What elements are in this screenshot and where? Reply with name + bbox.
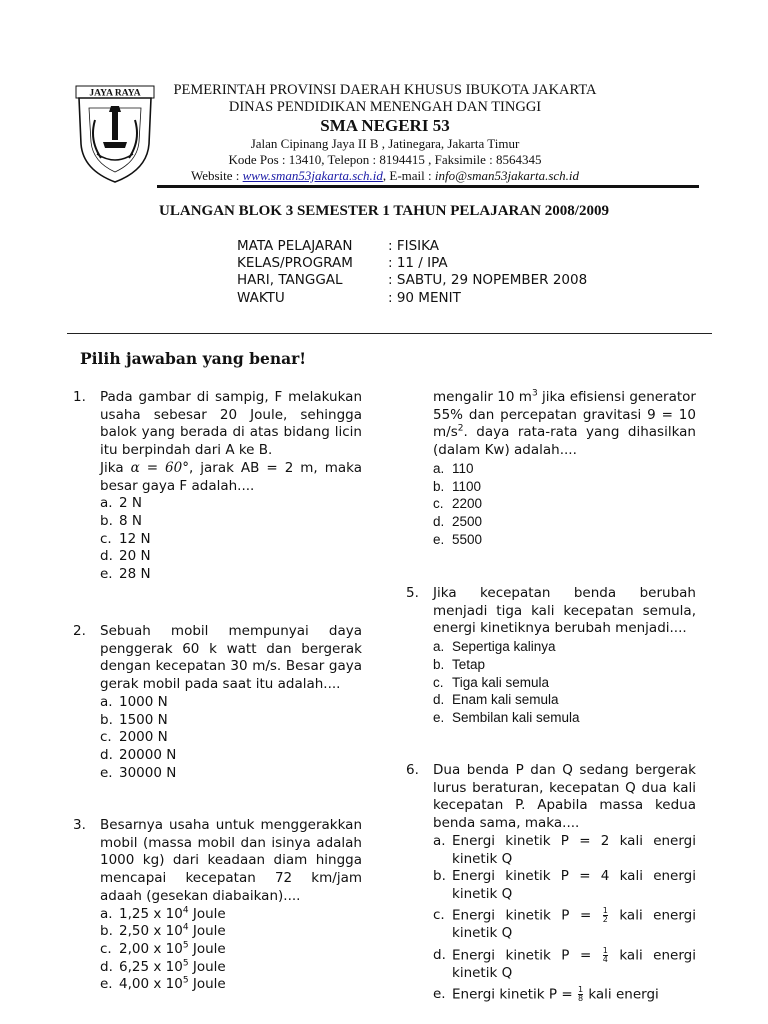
- logo-text: JAYA RAYA: [89, 88, 141, 99]
- question-stem: Pada gambar di sampig, F melakukan usaha sebesar 20 Joule, sehingga balok yang berada di atas bidang licin itu berpindah dari A ke B.: [100, 389, 362, 459]
- option[interactable]: a. Sepertiga kalinya: [433, 639, 556, 655]
- option[interactable]: d. 6,25 x $10^5$ Joule: [100, 958, 226, 975]
- question-4-continued: [406, 389, 696, 548]
- info-key: HARI, TANGGAL: [237, 272, 343, 288]
- option[interactable]: b. 1500 N: [100, 711, 168, 728]
- option[interactable]: e. 5500: [433, 531, 483, 547]
- question-number: 5.: [406, 585, 419, 601]
- option[interactable]: c. 2000 N: [100, 729, 168, 746]
- question-stem: mengalir 10 $m^3$ jika efisiensi generator 55% dan percepatan gravitasi 9 = 10 $m/s^2$. daya rata-rata yang dihasilkan (dalam Kw) adalah....: [433, 388, 696, 459]
- option[interactable]: d. 20 N: [100, 548, 151, 565]
- option[interactable]: c. 2,00 x $10^5$ Joule: [100, 940, 226, 957]
- question-3: [73, 817, 362, 994]
- exam-title: ULANGAN BLOK 3 SEMESTER 1 TAHUN PELAJARAN 2008/2009: [159, 203, 609, 219]
- alpha-expression: α = 60°: [130, 459, 189, 476]
- question-6: [406, 762, 696, 1005]
- question-stem: Sebuah mobil mempunyai daya penggerak 60 k watt dan bergerak dengan kecepatan 30 m/s. Besar gaya gerak mobil pada saat itu adalah....: [100, 623, 362, 693]
- question-stem: Besarnya usaha untuk menggerakkan mobil (massa mobil dan isinya adalah 1000 kg) dari keadaan diam hingga mencapai kecepatan 72 km/jam adaah (gesekan diabaikan)....: [100, 817, 362, 904]
- option[interactable]: b. Energi kinetik P = 4 kali energi kinetik Q: [433, 868, 696, 902]
- option[interactable]: c. 12 N: [100, 530, 151, 547]
- fraction: $\frac{1}{4}$: [602, 945, 608, 964]
- question-number: 6.: [406, 762, 419, 778]
- question-stem: Dua benda P dan Q sedang bergerak lurus beraturan, kecepatan Q dua kali kecepatan P. Apabila massa kedua benda sama, maka....: [433, 762, 696, 832]
- info-value: : 90 MENIT: [388, 290, 461, 306]
- government-name: PEMERINTAH PROVINSI DAERAH KHUSUS IBUKOTA JAKARTA: [173, 82, 597, 98]
- email-address[interactable]: info@sman53jakarta.sch.id: [434, 168, 580, 183]
- option[interactable]: b. 8 N: [100, 512, 142, 529]
- website-label: Website :: [190, 168, 243, 183]
- department-name: DINAS PENDIDIKAN MENENGAH DAN TINGGI: [228, 99, 542, 115]
- info-key: MATA PELAJARAN: [237, 238, 353, 254]
- letterhead-divider: [157, 185, 699, 188]
- option[interactable]: e. 30000 N: [100, 764, 177, 781]
- option[interactable]: b. 2,50 x $10^4$ Joule: [100, 922, 226, 940]
- option[interactable]: d. 20000 N: [100, 746, 177, 763]
- option[interactable]: c. 2200: [433, 496, 483, 512]
- info-value: : FISIKA: [388, 238, 439, 254]
- info-key: KELAS/PROGRAM: [237, 255, 353, 271]
- info-value: : 11 / IPA: [388, 255, 448, 271]
- question-stem-2: Jika α = 60°, jarak AB = 2 m, maka besar gaya F adalah....: [100, 459, 362, 494]
- option[interactable]: e. 4,00 x $10^5$ Joule: [100, 975, 226, 993]
- option[interactable]: c. Energi kinetik P = $\frac{1}{2}$ kali energi kinetik Q: [433, 905, 696, 941]
- option[interactable]: e. 28 N: [100, 566, 151, 583]
- school-address: Jalan Cipinang Jaya II B , Jatinegara, Jakarta Timur: [250, 136, 520, 151]
- option[interactable]: d. 2500: [433, 513, 483, 529]
- option[interactable]: b. 1100: [433, 478, 482, 494]
- school-contact: Kode Pos : 13410, Telepon : 8194415 , Faksimile : 8564345: [228, 152, 542, 167]
- option[interactable]: e. Sembilan kali semula: [433, 709, 580, 725]
- option[interactable]: a. Energi kinetik P = 2 kali energi kinetik Q: [433, 832, 696, 867]
- jaya-raya-logo: [75, 84, 155, 184]
- question-number: 1.: [73, 389, 86, 405]
- info-row-date: [237, 272, 587, 288]
- option[interactable]: e. Energi kinetik P = $\frac{1}{8}$ kali energi: [433, 985, 659, 1004]
- info-value: : SABTU, 29 NOPEMBER 2008: [388, 272, 588, 288]
- question-1: [73, 389, 362, 584]
- instruction: Pilih jawaban yang benar!: [80, 349, 307, 368]
- question-2: [73, 623, 362, 782]
- school-name: SMA NEGERI 53: [320, 116, 450, 135]
- option[interactable]: a. 2 N: [100, 495, 142, 512]
- school-web-email: [160, 168, 610, 184]
- question-number: 3.: [73, 817, 86, 833]
- option[interactable]: d. Energi kinetik P = $\frac{1}{4}$ kali energi kinetik Q: [433, 945, 696, 981]
- section-divider: [67, 333, 712, 334]
- option[interactable]: a. 110: [433, 460, 474, 476]
- option[interactable]: c. Tiga kali semula: [433, 674, 550, 690]
- info-row-subject: [237, 238, 439, 254]
- option[interactable]: a. 1000 N: [100, 693, 168, 710]
- question-stem: Jika kecepatan benda berubah menjadi tiga kali kecepatan semula, energi kinetiknya berubah menjadi....: [433, 585, 696, 637]
- info-row-class: [237, 255, 448, 271]
- info-key: WAKTU: [237, 290, 285, 306]
- option[interactable]: d. Enam kali semula: [433, 692, 559, 708]
- question-5: [406, 585, 696, 727]
- option[interactable]: b. Tetap: [433, 656, 486, 672]
- email-label: , E-mail :: [382, 168, 435, 183]
- website-link[interactable]: www.sman53jakarta.sch.id: [242, 168, 383, 183]
- fraction: $\frac{1}{8}$: [577, 985, 584, 1004]
- option[interactable]: a. 1,25 x $10^4$ Joule: [100, 905, 226, 922]
- info-row-time: [237, 290, 461, 306]
- fraction: $\frac{1}{2}$: [602, 905, 608, 924]
- question-number: 2.: [73, 623, 86, 639]
